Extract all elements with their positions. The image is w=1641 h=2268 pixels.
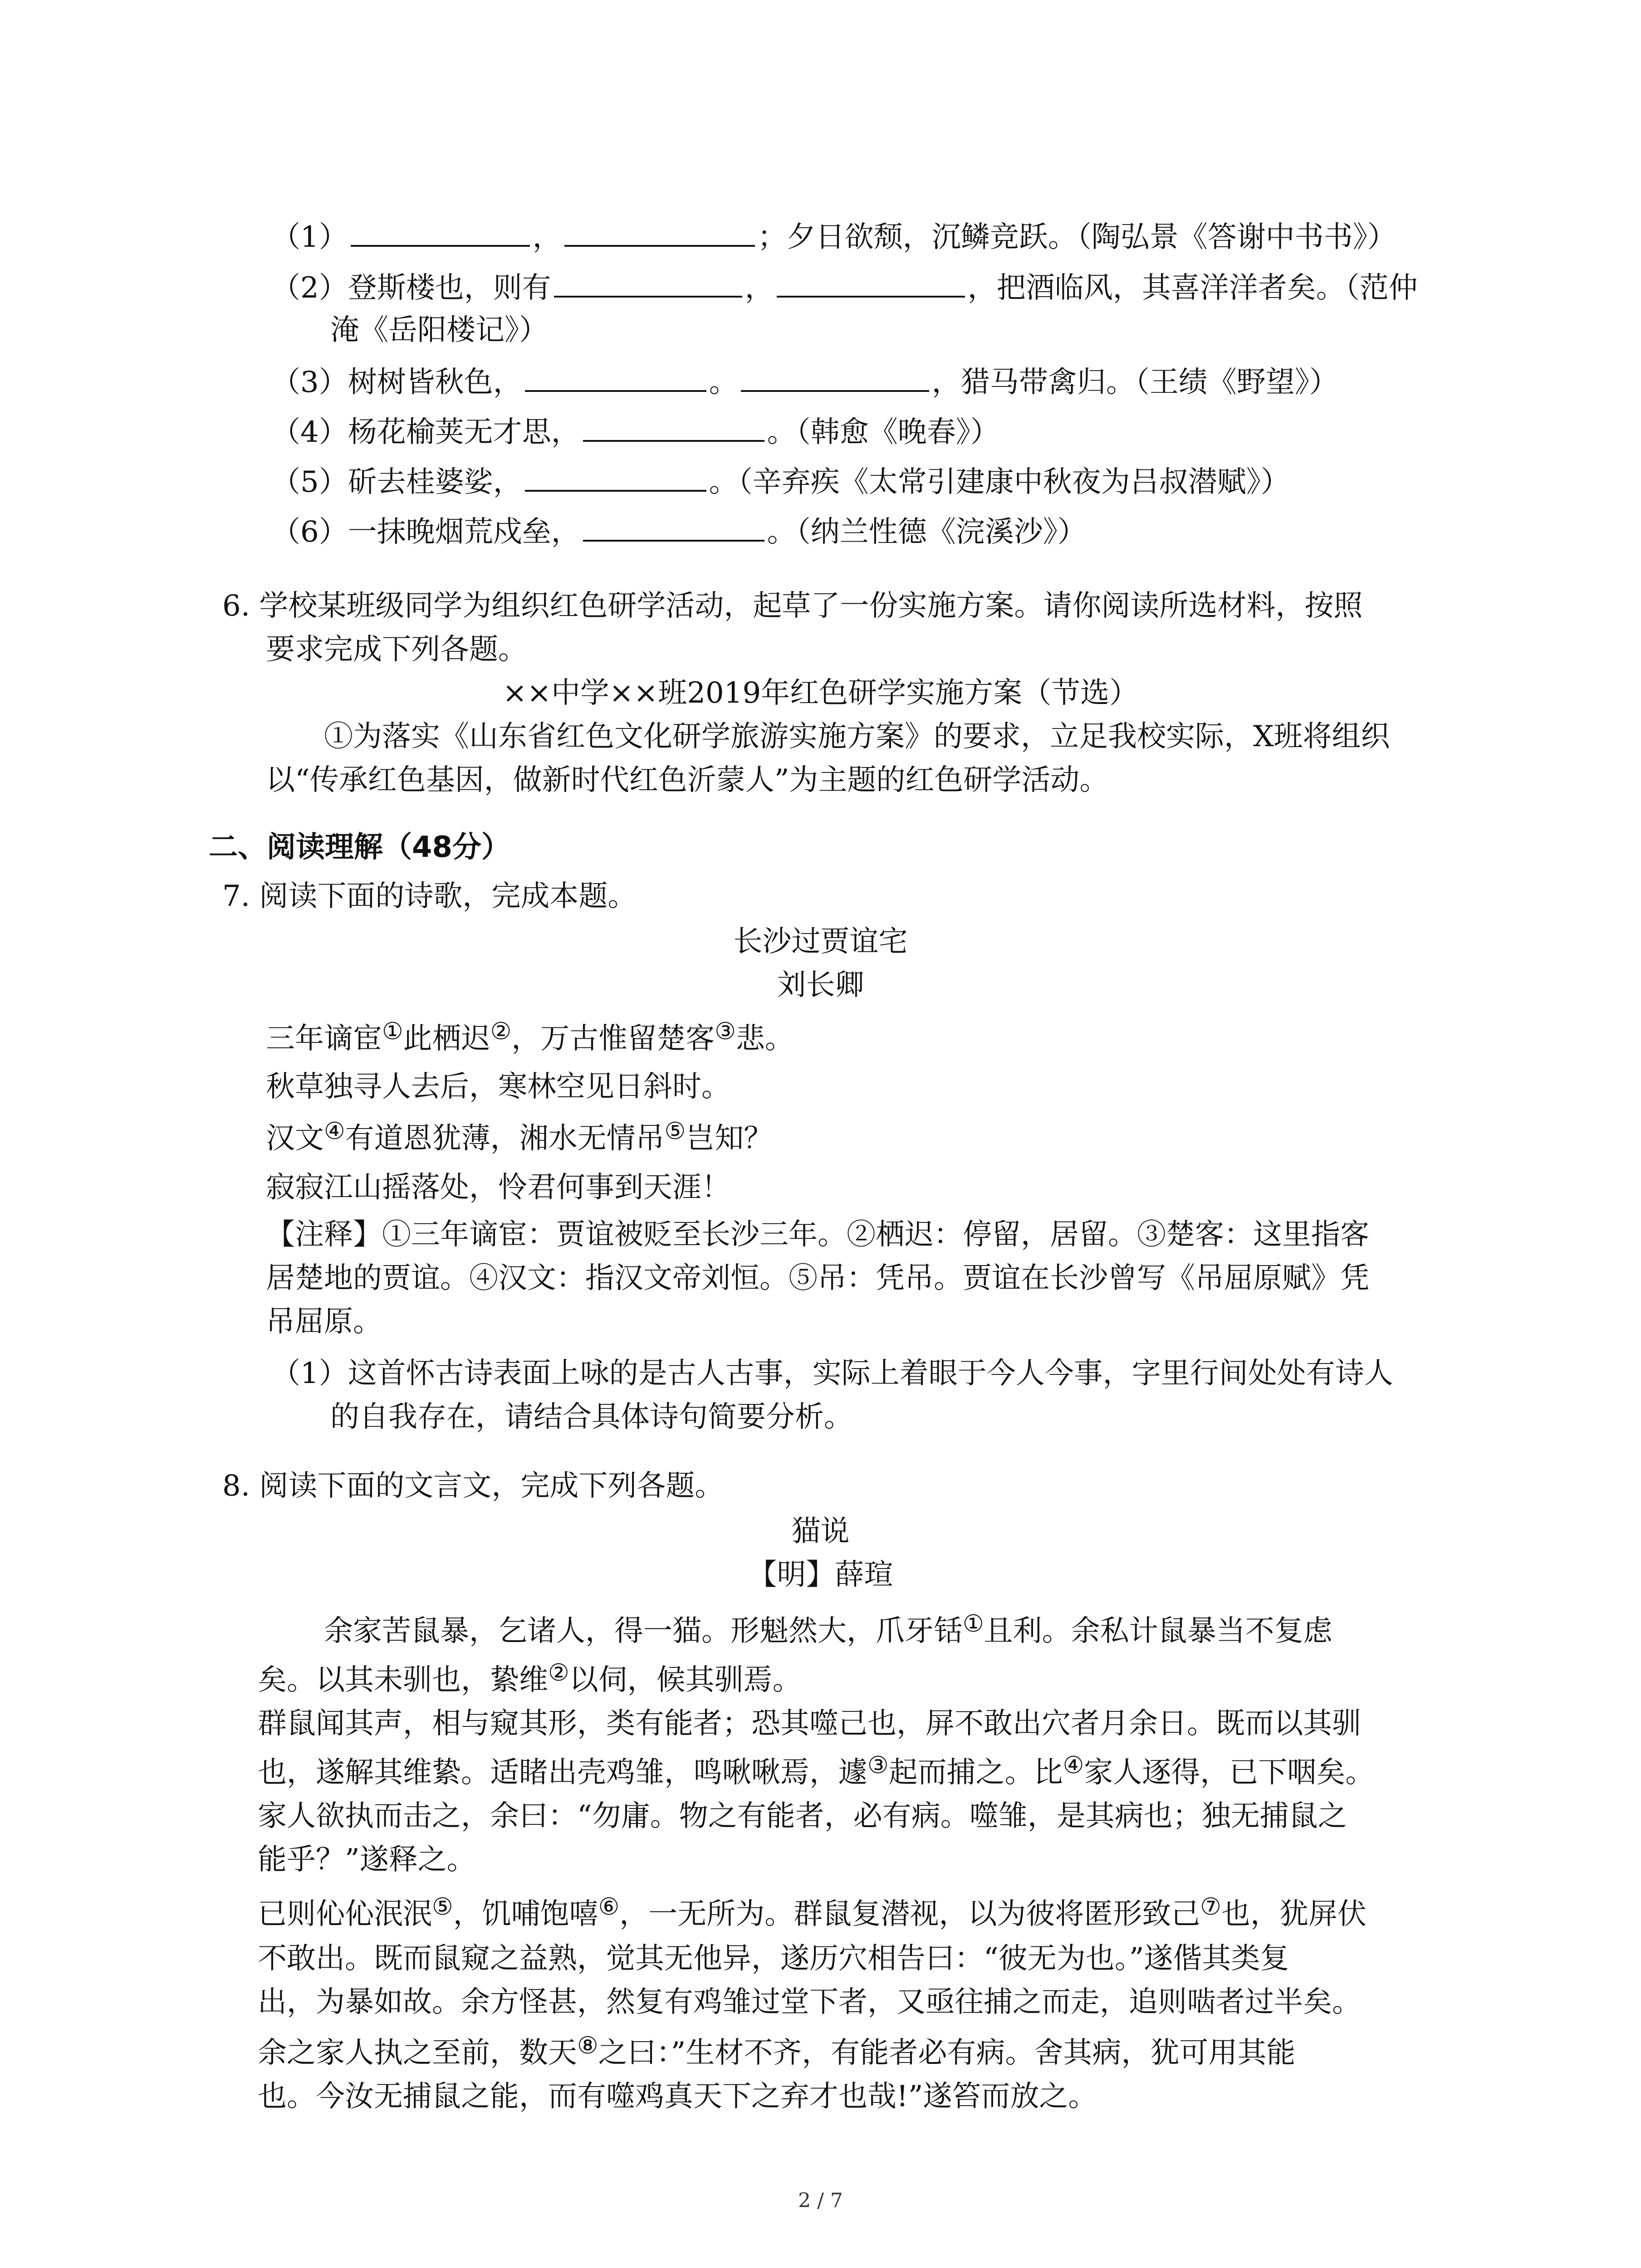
q7-subquestion-line2: 的自我存在，请结合具体诗句简要分析。 (330, 1400, 853, 1434)
poem-line-2: 秋草独寻人去后，寒林空见日斜时。 (266, 1070, 730, 1104)
poem-author: 刘长卿 (777, 968, 864, 1002)
poem-line-4: 寂寂江山摇落处，怜君何事到天涯！ (266, 1171, 730, 1204)
essay-line-11: 也。今汝无捕鼠之能，而有噬鸡真天下之弃才也哉!”遂笞而放之。 (258, 2080, 1097, 2113)
item-number: （2） (271, 271, 348, 305)
item-number: （6） (271, 515, 348, 549)
answer-blank[interactable] (525, 463, 706, 492)
note-marker: ④ (1063, 1752, 1084, 1779)
note-marker: ① (382, 1018, 403, 1045)
answer-blank[interactable] (741, 363, 929, 392)
q6-plan-para-line1: ①为落实《山东省红色文化研学旅游实施方案》的要求，立足我校实际，X班将组织 (324, 720, 1390, 753)
poem-line-1: 三年谪宦①此栖迟②，万古惟留楚客③悲。 (266, 1018, 794, 1056)
essay-line-6: 能乎？”遂释之。 (258, 1843, 476, 1877)
answer-blank[interactable] (564, 218, 755, 247)
answer-blank[interactable] (351, 218, 530, 247)
answer-blank[interactable] (525, 363, 706, 392)
q6-prompt-line1: 6. 学校某班级同学为组织红色研学活动，起草了一份实施方案。请你阅读所选材料，按照 (222, 589, 1363, 623)
answer-blank[interactable] (583, 513, 764, 542)
answer-blank[interactable] (554, 269, 742, 298)
q7-subquestion-line1: （1）这首怀古诗表面上咏的是古人古事，实际上着眼于今人今事，字里行间处处有诗人 (271, 1357, 1393, 1390)
poem-notes-line1: 【注释】①三年谪宦：贾谊被贬至长沙三年。②栖迟：停留，居留。③楚客：这里指客 (266, 1218, 1369, 1251)
q6-prompt-line2: 要求完成下列各题。 (266, 633, 527, 666)
item-number: （5） (271, 465, 348, 499)
blank-item-3: （3）树树皆秋色， 。 ，猎马带禽归。（王绩《野望》） (271, 363, 1338, 399)
q8-intro: 8. 阅读下面的文言文，完成下列各题。 (222, 1469, 724, 1503)
item-number: （3） (271, 366, 348, 399)
blank-item-5: （5）斫去桂婆娑， 。（辛弃疾《太常引建康中秋夜为吕叔潜赋》） (271, 463, 1290, 499)
q6-plan-title: ××中学××班2019年红色研学实施方案（节选） (502, 676, 1139, 710)
note-marker: ⑤ (432, 1893, 453, 1921)
essay-line-2: 矣。以其未驯也，絷维②以伺，候其驯焉。 (258, 1659, 802, 1697)
item-number: （1） (271, 220, 348, 254)
note-marker: ① (963, 1610, 984, 1637)
item-number: （4） (271, 415, 348, 449)
essay-line-9: 出，为暴如故。余方怪甚，然复有鸡雏过堂下者，又亟往捕之而走，追则啮者过半矣。 (258, 1985, 1361, 2019)
section-heading: 二、阅读理解（48分） (209, 831, 511, 864)
essay-line-8: 不敢出。既而鼠窥之益熟，觉其无他异，遂历穴相告曰：“彼无为也。”遂偕其类复 (258, 1942, 1289, 1975)
note-marker: ⑦ (1200, 1893, 1221, 1921)
note-marker: ③ (867, 1752, 889, 1779)
answer-blank[interactable] (777, 269, 965, 298)
essay-line-5: 家人欲执而击之，余曰：“勿庸。物之有能者，必有病。噬雏，是其病也；独无捕鼠之 (258, 1799, 1347, 1833)
blank-item-2: （2）登斯楼也，则有 ， ，把酒临风，其喜洋洋者矣。（范仲 (271, 269, 1418, 305)
essay-line-1: 余家苦鼠暴，乞诸人，得一猫。形魁然大，爪牙铦①且利。余私计鼠暴当不复虑 (324, 1610, 1332, 1648)
essay-author: 【明】薛瑄 (748, 1558, 893, 1592)
essay-line-4: 也，遂解其维絷。适睹出壳鸡雏，鸣啾啾焉，遽③起而捕之。比④家人逐得，已下咽矣。 (258, 1752, 1375, 1789)
note-marker: ⑧ (577, 2032, 598, 2059)
q6-plan-para-line2: 以“传承红色基因，做新时代红色沂蒙人”为主题的红色研学活动。 (266, 763, 1109, 797)
essay-title: 猫说 (791, 1515, 850, 1548)
note-marker: ⑤ (664, 1118, 686, 1145)
poem-title: 长沙过贾谊宅 (733, 925, 908, 958)
poem-notes-line2: 居楚地的贾谊。④汉文：指汉文帝刘恒。⑤吊：凭吊。贾谊在长沙曾写《吊屈原赋》凭 (266, 1261, 1369, 1295)
note-marker: ⑥ (598, 1893, 620, 1921)
note-marker: ③ (715, 1018, 736, 1045)
essay-line-3: 群鼠闻其声，相与窥其形，类有能者；恐其噬己也，屏不敢出穴者月余日。既而以其驯 (258, 1707, 1361, 1740)
note-marker: ② (490, 1018, 512, 1045)
essay-line-10: 余之家人执之至前，数天⑧之曰：”生材不齐，有能者必有病。舍其病，犹可用其能 (258, 2032, 1296, 2070)
blank-item-2-cont: 淹《岳阳楼记》） (330, 313, 548, 347)
essay-line-7: 已则伈伈泯泯⑤，饥哺饱嘻⑥，一无所为。群鼠复潜视，以为彼将匿形致己⑦也，犹屏伏 (258, 1893, 1367, 1931)
note-marker: ④ (324, 1118, 345, 1145)
page-number: 2 / 7 (798, 2189, 843, 2212)
blank-item-6: （6）一抹晚烟荒戍垒， 。（纳兰性德《浣溪沙》） (271, 513, 1087, 549)
answer-blank[interactable] (583, 413, 764, 442)
note-marker: ② (548, 1659, 569, 1686)
poem-line-3: 汉文④有道恩犹薄，湘水无情吊⑤岂知？ (266, 1118, 773, 1155)
poem-notes-line3: 吊屈原。 (266, 1305, 382, 1339)
q7-intro: 7. 阅读下面的诗歌，完成本题。 (222, 880, 637, 913)
blank-item-1: （1） ， ；夕日欲颓，沉鳞竞跃。（陶弘景《答谢中书书》） (271, 218, 1396, 254)
blank-item-4: （4）杨花榆荚无才思， 。（韩愈《晚春》） (271, 413, 999, 449)
